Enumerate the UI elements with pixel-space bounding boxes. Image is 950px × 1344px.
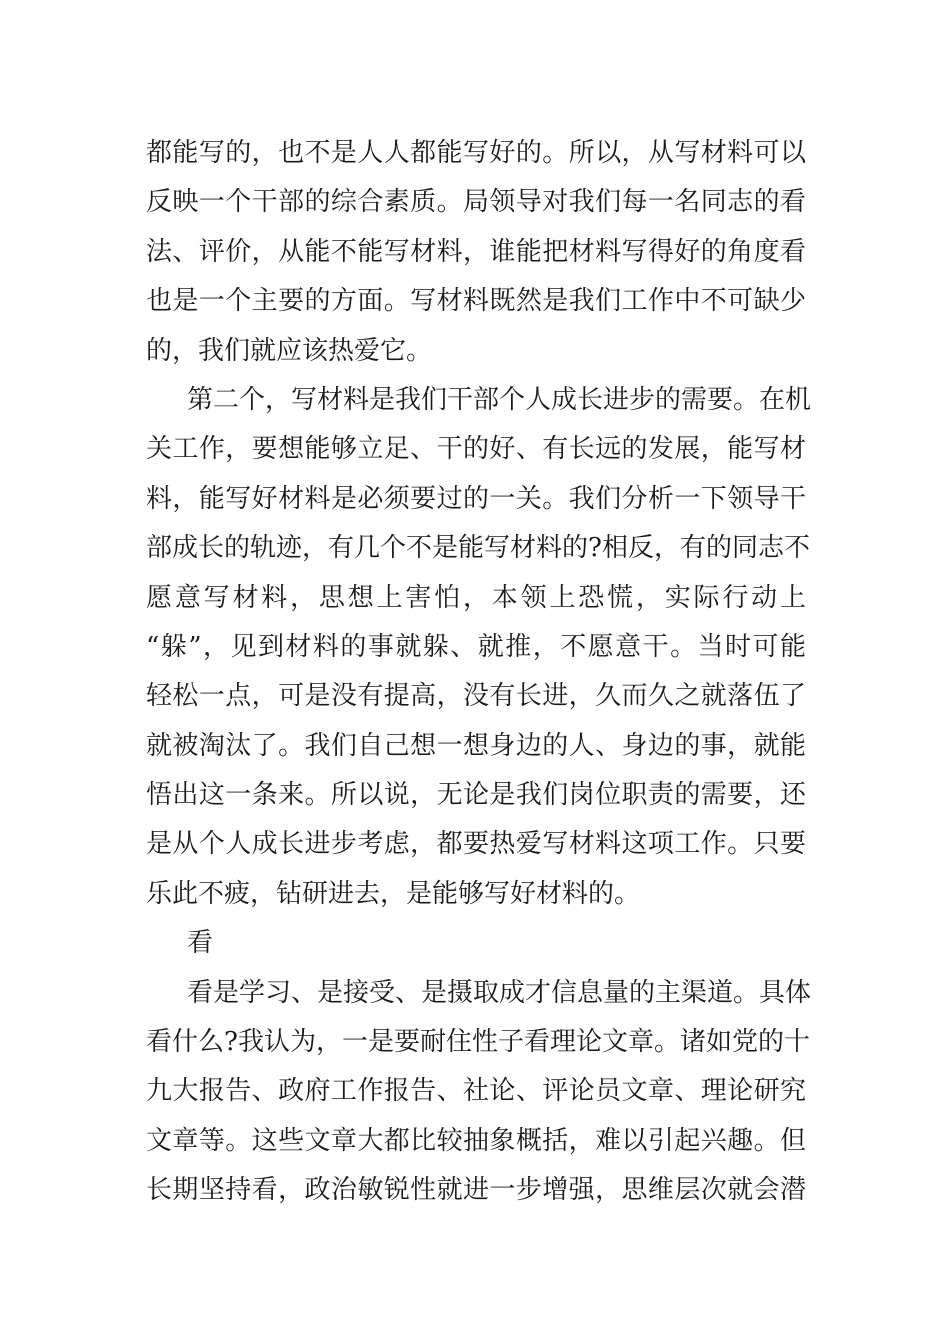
document-body (146, 129, 812, 1216)
text-line-19: 看什么?我认为，一是要耐住性子看理论文章。诸如党的十 (146, 1027, 810, 1058)
text-line-4: 也是一个主要的方面。写材料既然是我们工作中不可缺少 (146, 286, 806, 317)
text-line-7: 关工作，要想能够立足、干的好、有长远的发展，能写材 (146, 434, 806, 465)
text-line-5: 的，我们就应该热爱它。 (146, 335, 433, 366)
text-line-10: 愿意写材料，思想上害怕，本领上恐慌，实际行动上 (146, 582, 806, 613)
text-line-15: 是从个人成长进步考虑，都要热爱写材料这项工作。只要 (146, 829, 806, 860)
text-line-1: 都能写的，也不是人人都能写好的。所以，从写材料可以 (146, 138, 806, 168)
text-line-3: 法、评价，从能不能写材料，谁能把材料写得好的角度看 (146, 236, 806, 267)
text-line-13: 就被淘汰了。我们自己想一想身边的人、身边的事，就能 (146, 730, 806, 761)
text-line-6: 第二个，写材料是我们干部个人成长进步的需要。在机 (187, 384, 812, 415)
text-line-8: 料，能写好材料是必须要过的一关。我们分析一下领导干 (146, 483, 806, 514)
text-line-12: 轻松一点，可是没有提高，没有长进，久而久之就落伍了 (146, 681, 806, 712)
text-line-9: 部成长的轨迹，有几个不是能写材料的?相反，有的同志不 (146, 533, 810, 564)
section-heading: 看 (187, 928, 214, 959)
text-line-20: 九大报告、政府工作报告、社论、评论员文章、理论研究 (146, 1076, 806, 1107)
text-line-2: 反映一个干部的综合素质。局领导对我们每一名同志的看 (146, 187, 806, 218)
text-line-11: “躲”，见到材料的事就躲、就推，不愿意干。当时可能 (146, 631, 806, 662)
text-line-21: 文章等。这些文章大都比较抽象概括，难以引起兴趣。但 (146, 1125, 806, 1156)
text-line-22: 长期坚持看，政治敏锐性就进一步增强，思维层次就会潜 (146, 1175, 806, 1206)
text-line-14: 悟出这一条来。所以说，无论是我们岗位职责的需要，还 (146, 780, 806, 811)
text-line-18: 看是学习、是接受、是摄取成才信息量的主渠道。具体 (187, 977, 812, 1008)
text-line-16: 乐此不疲，钻研进去，是能够写好材料的。 (146, 878, 641, 909)
